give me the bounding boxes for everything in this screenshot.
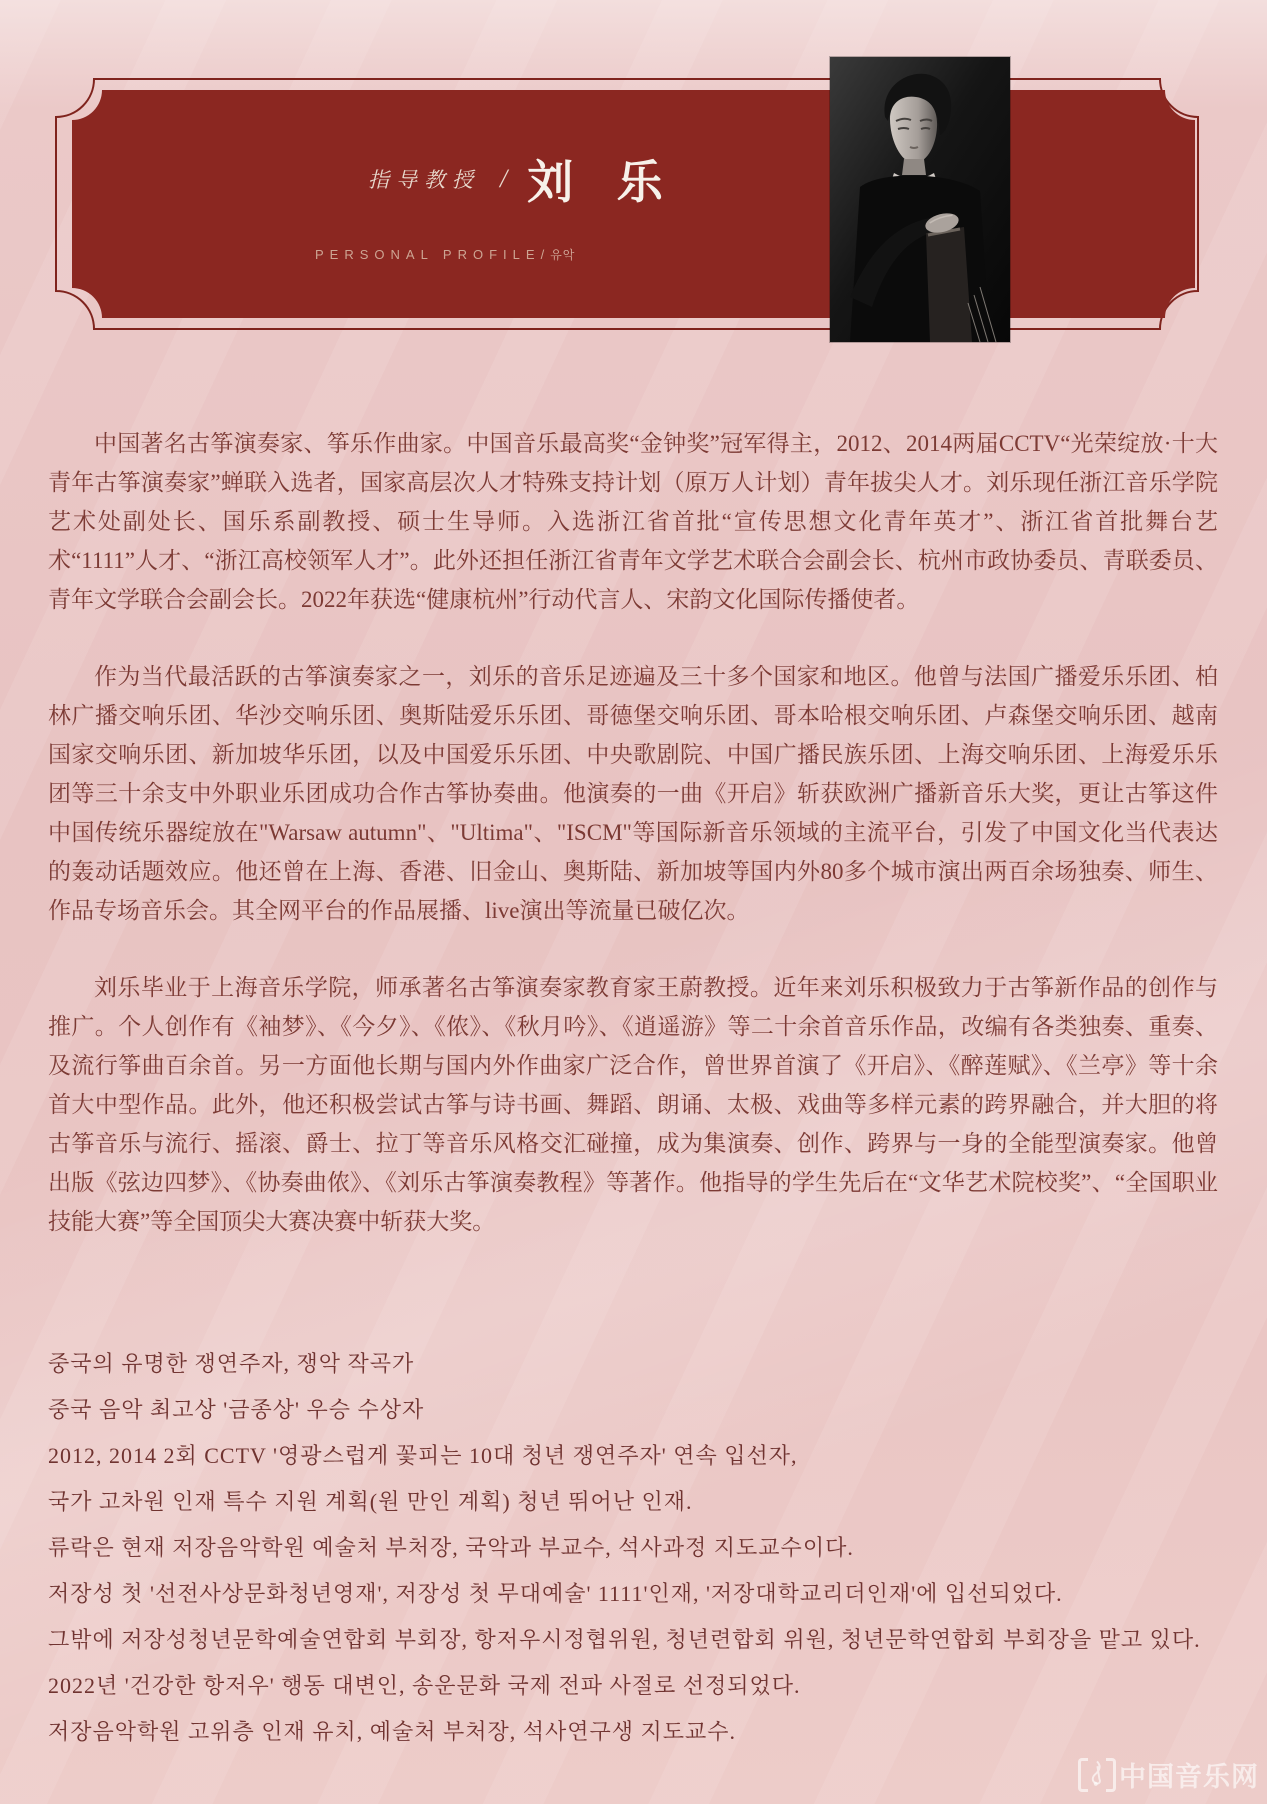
- profile-label: PERSONAL PROFILE: [315, 247, 541, 262]
- banner-title: [368, 146, 679, 212]
- photo-neck: [902, 159, 926, 175]
- chinese-bio: [48, 424, 1218, 1279]
- treble-clef-icon: [1089, 1759, 1105, 1791]
- korean-bio-line: 국가 고차원 인재 특수 지원 계획(원 만인 계획) 청년 뛰어난 인재.: [48, 1489, 693, 1514]
- profile-subtitle: [315, 246, 575, 263]
- korean-bio-line: 2012, 2014 2회 CCTV '영광스럽게 꽃피는 10대 청년 쟁연주자' 연속 입선자,: [48, 1443, 798, 1468]
- cn-paragraph-1: 中国著名古筝演奏家、筝乐作曲家。中国音乐最高奖“金钟奖”冠军得主，2012、2014两届CCTV“光荣绽放·十大青年古筝演奏家”蝉联入选者，国家高层次人才特殊支持计划（原万人计划）青年拔尖人才。刘乐现任浙江音乐学院艺术处副处长、国乐系副教授、硕士生导师。入选浙江省首批“宣传思想文化青年英才”、浙江省首批舞台艺术“1111”人才、“浙江高校领军人才”。此外还担任浙江省青年文学艺术联合会副会长、杭州市政协委员、青联委员、青年文学联合会副会长。2022年获选“健康杭州”行动代言人、宋韵文化国际传播使者。: [48, 431, 1218, 612]
- watermark-text: 中国音乐网: [1119, 1762, 1259, 1792]
- cn-paragraph-3: 刘乐毕业于上海音乐学院，师承著名古筝演奏家教育家王蔚教授。近年来刘乐积极致力于古筝新作品的创作与推广。个人创作有《袖梦》、《今夕》、《侬》、《秋月吟》、《逍遥游》等二十余首音乐作品，改编有各类独奏、重奏、及流行筝曲百余首。另一方面他长期与国内外作曲家广泛合作，曾世界首演了《开启》、《醉莲赋》、《兰亭》等十余首大中型作品。此外，他还积极尝试古筝与诗书画、舞蹈、朗诵、太极、戏曲等多样元素的跨界融合，并大胆的将古筝音乐与流行、摇滚、爵士、拉丁等音乐风格交汇碰撞，成为集演奏、创作、跨界与一身的全能型演奏家。他曾出版《弦边四梦》、《协奏曲侬》、《刘乐古筝演奏教程》等著作。他指导的学生先后在“文华艺术院校奖”、“全国职业技能大赛”等全国顶尖大赛决赛中斩获大奖。: [48, 975, 1218, 1234]
- korean-bio-line: 류락은 현재 저장음악학원 예술처 부처장, 국악과 부교수, 석사과정 지도교수이다.: [48, 1535, 854, 1560]
- watermark: [1078, 1755, 1259, 1794]
- photo-chair-edge: [926, 227, 972, 342]
- korean-bio-line: 저장성 첫 '선전사상문화청년영재', 저장성 첫 무대예술' 1111'인재, '저장대학교리더인재'에 입선되었다.: [48, 1581, 1063, 1606]
- title-slash: /: [500, 164, 508, 193]
- portrait-photo: [830, 57, 1010, 342]
- watermark-bracket-left: [1078, 1758, 1088, 1792]
- korean-bio-line: 저장음악학원 고위층 인재 유치, 예술처 부처장, 석사연구생 지도교수.: [48, 1719, 737, 1744]
- watermark-bracket-right: [1106, 1758, 1116, 1792]
- korean-bio-line: 2022년 '건강한 항저우' 행동 대변인, 송운문화 국제 전파 사절로 선정되었다.: [48, 1673, 801, 1698]
- korean-bio: [48, 1341, 1201, 1755]
- korean-bio-line: 중국 음악 최고상 '금종상' 우승 수상자: [48, 1397, 425, 1422]
- role-label: 指导教授: [368, 168, 480, 192]
- profile-suffix: 유악: [550, 248, 576, 262]
- artist-name: 刘 乐: [527, 157, 679, 208]
- korean-bio-line: 그밖에 저장성청년문학예술연합회 부회장, 항저우시정협위원, 청년련합회 위원, 청년문학연합회 부회장을 맡고 있다.: [48, 1627, 1201, 1652]
- korean-bio-line: 중국의 유명한 쟁연주자, 쟁악 작곡가: [48, 1351, 415, 1376]
- profile-slash: /: [540, 247, 551, 262]
- cn-paragraph-2: 作为当代最活跃的古筝演奏家之一，刘乐的音乐足迹遍及三十多个国家和地区。他曾与法国广播爱乐乐团、柏林广播交响乐团、华沙交响乐团、奥斯陆爱乐乐团、哥德堡交响乐团、哥本哈根交响乐团、卢森堡交响乐团、越南国家交响乐团、新加坡华乐团，以及中国爱乐乐团、中央歌剧院、中国广播民族乐团、上海交响乐团、上海爱乐乐团等三十余支中外职业乐团成功合作古筝协奏曲。他演奏的一曲《开启》斩获欧洲广播新音乐大奖，更让古筝这件中国传统乐器绽放在"Warsaw autumn"、"Ultima"、"ISCM"等国际新音乐领域的主流平台，引发了中国文化当代表达的轰动话题效应。他还曾在上海、香港、旧金山、奥斯陆、新加坡等国内外80多个城市演出两百余场独奏、师生、作品专场音乐会。其全网平台的作品展播、live演出等流量已破亿次。: [48, 664, 1218, 923]
